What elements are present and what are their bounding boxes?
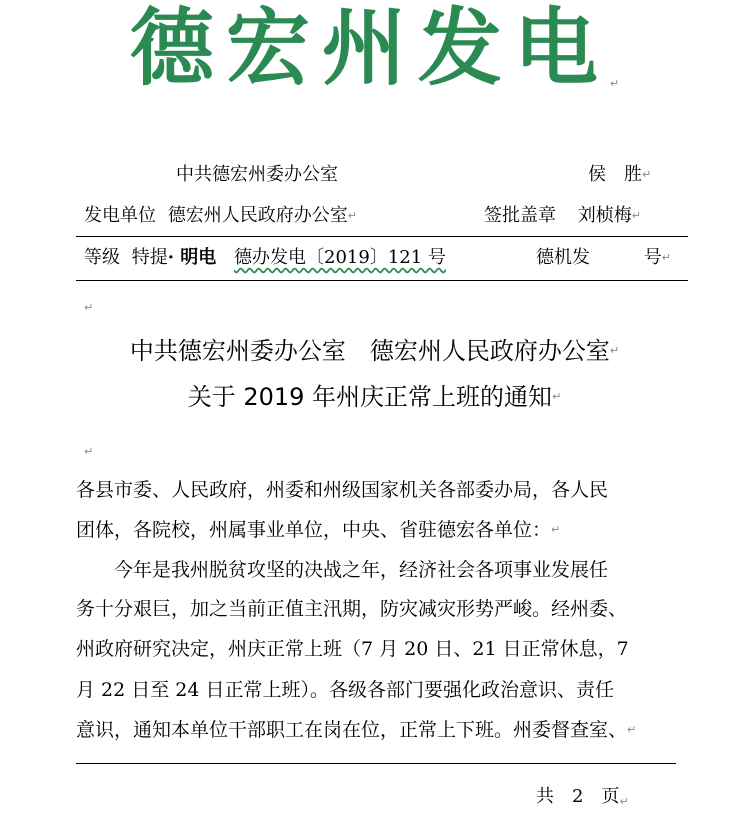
sending-unit-value: 德宏州人民政府办公室 bbox=[167, 205, 348, 226]
alt-number-prefix: 德机发 bbox=[536, 247, 590, 268]
issuer: 中共德宏州委办公室 bbox=[176, 164, 338, 185]
alt-number-suffix: 号 bbox=[643, 247, 662, 268]
header-rule-bottom bbox=[76, 280, 688, 281]
signer-2: 刘桢梅 bbox=[577, 205, 632, 226]
body-line: 月 22 日至 24 日正常上班）。各级各部门要强化政治意识、责任 bbox=[76, 679, 615, 701]
masthead-title: 德宏州发电 bbox=[129, 0, 610, 97]
header-rule-top bbox=[76, 236, 688, 237]
footer-rule bbox=[76, 763, 676, 764]
sending-unit-label: 发电单位 bbox=[84, 205, 156, 226]
body-line: 州政府研究决定，州庆正常上班（7 月 20 日、21 日正常休息，7 bbox=[76, 638, 629, 660]
document-title-line2: 关于 2019 年州庆正常上班的通知↵ bbox=[187, 383, 562, 411]
grade-row bbox=[84, 246, 446, 270]
grade-label: 等级 bbox=[84, 247, 120, 268]
paragraph-mark: ↵ bbox=[84, 301, 94, 314]
masthead bbox=[0, 0, 749, 97]
page-count: 共 2 页↵ bbox=[536, 786, 629, 808]
body-line: 意识，通知本单位干部职工在岗在位，正常上下班。州委督查室、↵ bbox=[76, 719, 637, 741]
document-title-line1: 中共德宏州委办公室 德宏州人民政府办公室↵ bbox=[129, 337, 620, 365]
body-line: 今年是我州脱贫攻坚的决战之年，经济社会各项事业发展任 bbox=[76, 559, 609, 581]
secrecy: · 明电 bbox=[167, 247, 217, 268]
body-line: 务十分艰巨，加之当前正值主汛期，防灾减灾形势严峻。经州委、 bbox=[76, 598, 628, 620]
sending-unit: 发电单位 德宏州人民政府办公室↵ bbox=[84, 205, 357, 226]
body-line: 各县市委、人民政府，州委和州级国家机关各部委办局，各人民 bbox=[76, 479, 609, 501]
paragraph-mark: ↵ bbox=[84, 445, 94, 458]
alt-number: 德机发 号↵ bbox=[536, 247, 671, 268]
signer-1: 侯 胜↵ bbox=[588, 164, 652, 185]
body-line: 团体，各院校，州属事业单位，中央、省驻德宏各单位：↵ bbox=[76, 519, 561, 541]
paragraph-mark: ↵ bbox=[609, 77, 620, 90]
doc-number: 德办发电〔2019〕121 号 bbox=[234, 247, 446, 268]
grade-value: 特提 bbox=[131, 247, 168, 268]
sign-stamp: 签批盖章 刘桢梅↵ bbox=[484, 205, 641, 226]
sign-stamp-label: 签批盖章 bbox=[484, 205, 556, 226]
